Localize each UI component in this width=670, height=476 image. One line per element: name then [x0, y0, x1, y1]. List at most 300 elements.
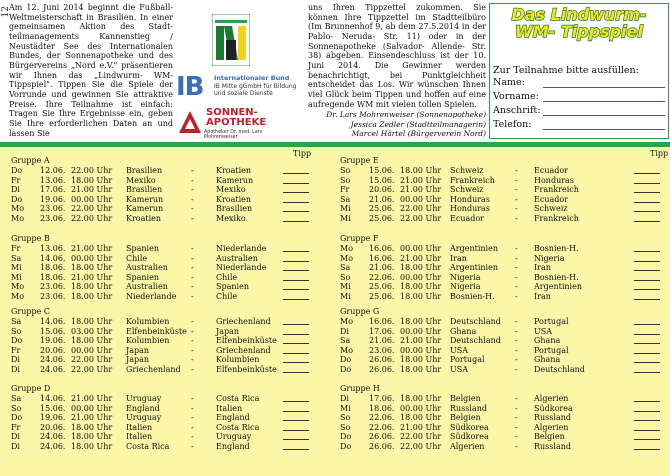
- match-row: [11, 204, 321, 214]
- match-day: Mi: [340, 213, 351, 223]
- match-day: Mo: [11, 291, 25, 301]
- match-date: 24.06.: [40, 441, 66, 451]
- match-time: 18.00 Uhr: [400, 394, 442, 403]
- tipp-entry-field[interactable]: [283, 270, 309, 271]
- tipp-entry-field[interactable]: [634, 173, 660, 174]
- ib-logo-icon: IB: [176, 72, 204, 102]
- away-team: Argentinien: [534, 282, 582, 291]
- tipp-entry-field[interactable]: [634, 183, 660, 184]
- tipp-entry-field[interactable]: [634, 420, 660, 421]
- intro-text: Am 12. Juni 2014 beginnt die Fußball- Weltmeisterschaft in Brasilien. In einer gemeinsamen Aktion des Stadt-teilmanagements Kannenstieg / Neustädter See des Internationalen Bundes, der Sonnenapotheke und des Bürgervereins „Nord e.V." präsentieren wir Ihnen das „Lindwurm- WM- Tippspiel". Tippen Sie die Spiele der Vorrunde und gewinnen Sie attraktive Preise. Ihre Teilnahme ist einfach: Tragen Sie Ihre Ergebnisse ein, geben Sie Ihre erforderlichen Daten an und lassen Sie: [9, 3, 173, 138]
- vs-separator: -: [191, 326, 194, 336]
- apotheke-logo: [176, 108, 296, 140]
- vs-separator: -: [191, 282, 194, 291]
- vs-separator: -: [515, 336, 518, 345]
- match-date: 19.06.: [40, 336, 66, 345]
- entry-form-box: [489, 3, 669, 139]
- match-row: [340, 166, 666, 176]
- home-team: Spanien: [126, 272, 159, 282]
- match-time: 00.00 Uhr: [400, 326, 442, 336]
- match-day: Di: [340, 326, 349, 336]
- match-time: 00.00 Uhr: [71, 403, 113, 413]
- match-day: Sa: [340, 336, 351, 345]
- match-date: 26.06.: [369, 355, 395, 364]
- match-date: 17.06.: [369, 326, 395, 336]
- home-team: Spanien: [126, 244, 159, 253]
- tipp-entry-field[interactable]: [634, 270, 660, 271]
- tipp-entry-field[interactable]: [283, 211, 309, 212]
- match-date: 14.06.: [40, 253, 66, 263]
- match-time: 00.00 Uhr: [400, 403, 442, 413]
- vs-separator: -: [515, 326, 518, 336]
- match-time: 21.00 Uhr: [71, 272, 113, 282]
- match-time: 18.00 Uhr: [71, 441, 113, 451]
- match-time: 22.00 Uhr: [71, 166, 113, 175]
- away-team: Niederlande: [216, 244, 267, 253]
- match-row: [11, 292, 321, 302]
- match-time: 22.00 Uhr: [71, 364, 113, 374]
- tipp-entry-field[interactable]: [634, 324, 660, 325]
- tipp-entry-field[interactable]: [634, 411, 660, 412]
- tipp-entry-field[interactable]: [283, 430, 309, 431]
- match-time: 18.00 Uhr: [71, 432, 113, 441]
- match-day: Do: [11, 336, 23, 345]
- away-team: England: [216, 413, 250, 422]
- away-team: Algerien: [534, 422, 569, 432]
- tipp-entry-field[interactable]: [283, 261, 309, 262]
- match-day: Do: [11, 194, 23, 204]
- group-title: Gruppe H: [340, 384, 380, 393]
- group-title: Gruppe D: [11, 384, 51, 393]
- match-day: So: [340, 166, 351, 175]
- anschrift-label: Anschrift:: [493, 105, 541, 116]
- away-team: Ecuador: [534, 166, 569, 175]
- tipp-entry-field[interactable]: [283, 372, 309, 373]
- away-team: Südkorea: [534, 403, 573, 413]
- vorname-field[interactable]: [493, 91, 665, 103]
- match-row: [11, 263, 321, 273]
- match-row: [11, 273, 321, 283]
- form-header: Zur Teilnahme bitte ausfüllen:: [493, 65, 639, 76]
- tipp-entry-field[interactable]: [283, 411, 309, 412]
- tipp-entry-field[interactable]: [283, 221, 309, 222]
- away-team: Russland: [534, 413, 571, 422]
- vs-separator: -: [515, 175, 518, 185]
- home-team: Ghana: [450, 326, 477, 336]
- away-team: Kroatien: [216, 166, 252, 175]
- match-day: So: [11, 326, 22, 336]
- neustadt-logo-icon: [212, 14, 250, 66]
- vs-separator: -: [191, 175, 194, 185]
- header-section: [0, 0, 670, 146]
- away-team: Ghana: [534, 336, 561, 345]
- match-time: 18.00 Uhr: [400, 166, 442, 175]
- tipp-entry-field[interactable]: [634, 430, 660, 431]
- match-row: [340, 404, 666, 414]
- match-time: 18.00 Uhr: [71, 263, 113, 272]
- match-group: [340, 234, 666, 301]
- match-row: [11, 244, 321, 254]
- match-day: Sa: [11, 317, 22, 326]
- tipp-entry-field[interactable]: [634, 401, 660, 402]
- tipp-entry-field[interactable]: [634, 439, 660, 440]
- match-group: [11, 384, 321, 451]
- match-time: 18.00 Uhr: [71, 175, 113, 185]
- home-team: Südkorea: [450, 422, 489, 432]
- match-day: Mi: [340, 291, 351, 301]
- tipp-entry-field[interactable]: [634, 211, 660, 212]
- match-row: [340, 273, 666, 283]
- match-date: 19.06.: [40, 413, 66, 422]
- match-row: [340, 327, 666, 337]
- match-row: [11, 355, 321, 365]
- name-label: Name:: [493, 77, 525, 88]
- vorname-label: Vorname:: [493, 91, 539, 102]
- match-date: 21.06.: [369, 263, 395, 272]
- home-team: Ecuador: [450, 213, 485, 223]
- tipp-entry-field[interactable]: [283, 324, 309, 325]
- match-day: Fr: [340, 185, 350, 194]
- match-group: [340, 307, 666, 374]
- match-time: 18.00 Uhr: [400, 413, 442, 422]
- match-row: [340, 442, 666, 452]
- home-team: Italien: [126, 422, 153, 432]
- vs-separator: -: [191, 441, 194, 451]
- away-team: Italien: [216, 403, 243, 413]
- away-team: Chile: [216, 291, 238, 301]
- tipp-entry-field[interactable]: [634, 362, 660, 363]
- match-day: Fr: [11, 422, 21, 432]
- match-row: [340, 214, 666, 224]
- match-day: Sa: [11, 253, 22, 263]
- match-time: 22.00 Uhr: [400, 204, 442, 213]
- vs-separator: -: [191, 253, 194, 263]
- match-date: 25.06.: [369, 282, 395, 291]
- tipp-entry-field[interactable]: [283, 183, 309, 184]
- tipp-entry-field[interactable]: [283, 353, 309, 354]
- away-team: Elfenbeinküste: [216, 364, 277, 374]
- home-team: Argentinien: [450, 263, 498, 272]
- match-row: [11, 317, 321, 327]
- home-team: Elfenbeinküste: [126, 326, 187, 336]
- match-time: 21.00 Uhr: [71, 394, 113, 403]
- vs-separator: -: [515, 194, 518, 204]
- tipp-entry-field[interactable]: [634, 299, 660, 300]
- away-team: Schweiz: [534, 204, 568, 213]
- home-team: Niederlande: [126, 291, 177, 301]
- match-day: Di: [11, 432, 20, 441]
- match-date: 13.06.: [40, 175, 66, 185]
- vs-separator: -: [515, 345, 518, 355]
- tipp-entry-field[interactable]: [283, 449, 309, 450]
- match-day: Fr: [11, 345, 21, 355]
- vs-separator: -: [515, 364, 518, 374]
- match-date: 25.06.: [369, 204, 395, 213]
- match-date: 25.06.: [369, 213, 395, 223]
- tipp-entry-field[interactable]: [634, 289, 660, 290]
- tipp-entry-field[interactable]: [283, 362, 309, 363]
- vs-separator: -: [515, 413, 518, 422]
- match-day: Mo: [11, 213, 25, 223]
- vs-separator: -: [191, 345, 194, 355]
- vs-separator: -: [191, 432, 194, 441]
- home-team: Belgien: [450, 394, 481, 403]
- page-number: 12: [1, 6, 11, 18]
- match-date: 16.06.: [369, 244, 395, 253]
- away-team: Bosnien-H.: [534, 272, 579, 282]
- group-title: Gruppe A: [11, 156, 50, 165]
- tipp-entry-field[interactable]: [283, 439, 309, 440]
- match-time: 22.00 Uhr: [400, 441, 442, 451]
- home-team: Iran: [450, 253, 467, 263]
- away-team: Costa Rica: [216, 394, 260, 403]
- match-row: [340, 195, 666, 205]
- match-date: 23.06.: [40, 282, 66, 291]
- match-day: Do: [340, 441, 352, 451]
- match-row: [340, 346, 666, 356]
- tipp-entry-field[interactable]: [634, 221, 660, 222]
- away-team: Frankreich: [534, 213, 579, 223]
- match-day: Di: [11, 185, 20, 194]
- vs-separator: -: [191, 244, 194, 253]
- match-date: 18.06.: [369, 403, 395, 413]
- away-team: Kroatien: [216, 194, 252, 204]
- match-time: 22.00 Uhr: [400, 213, 442, 223]
- match-date: 23.06.: [369, 345, 395, 355]
- tipp-entry-field[interactable]: [634, 353, 660, 354]
- anschrift-field[interactable]: [493, 105, 665, 117]
- match-row: [340, 365, 666, 375]
- apotheke-name: SONNEN- APOTHEKE: [206, 107, 267, 128]
- tipp-entry-field[interactable]: [283, 334, 309, 335]
- signatures: [308, 110, 486, 139]
- home-team: Belgien: [450, 413, 481, 422]
- match-date: 17.06.: [40, 185, 66, 194]
- tipp-entry-field[interactable]: [634, 372, 660, 373]
- title-line-2: WM- Tippspiel: [515, 22, 643, 41]
- home-team: Brasilien: [126, 185, 163, 194]
- title-line-1: Das Lindwurm-: [511, 5, 647, 24]
- vs-separator: -: [515, 213, 518, 223]
- match-time: 00.00 Uhr: [400, 345, 442, 355]
- match-date: 15.06.: [369, 166, 395, 175]
- match-time: 18.00 Uhr: [400, 317, 442, 326]
- match-row: [11, 394, 321, 404]
- match-time: 00.00 Uhr: [71, 253, 113, 263]
- tipp-entry-field[interactable]: [283, 299, 309, 300]
- telefon-field[interactable]: [493, 119, 665, 131]
- tipp-entry-field[interactable]: [283, 289, 309, 290]
- match-date: 19.06.: [40, 194, 66, 204]
- match-time: 03.00 Uhr: [71, 326, 113, 336]
- tipp-entry-field[interactable]: [283, 251, 309, 252]
- match-day: Mi: [340, 204, 351, 213]
- away-team: Russland: [534, 441, 571, 451]
- match-day: Fr: [11, 175, 21, 185]
- vs-separator: -: [191, 272, 194, 282]
- match-row: [340, 282, 666, 292]
- match-date: 12.06.: [40, 166, 66, 175]
- home-team: Australien: [126, 282, 168, 291]
- match-date: 18.06.: [40, 272, 66, 282]
- match-row: [340, 292, 666, 302]
- vs-separator: -: [515, 291, 518, 301]
- vs-separator: -: [191, 213, 194, 223]
- match-day: Sa: [340, 194, 351, 204]
- vs-separator: -: [515, 204, 518, 213]
- vs-separator: -: [191, 194, 194, 204]
- home-team: Kamerun: [126, 194, 164, 204]
- match-date: 22.06.: [369, 422, 395, 432]
- away-team: Algerien: [534, 394, 569, 403]
- vs-separator: -: [515, 185, 518, 194]
- away-team: Iran: [534, 263, 551, 272]
- away-team: Elfenbeinküste: [216, 336, 277, 345]
- match-group: [11, 307, 321, 374]
- match-row: [11, 423, 321, 433]
- vs-separator: -: [515, 355, 518, 364]
- match-row: [340, 185, 666, 195]
- tipp-entry-field[interactable]: [634, 280, 660, 281]
- home-team: Brasilien: [126, 166, 163, 175]
- match-row: [11, 336, 321, 346]
- match-date: 15.06.: [369, 175, 395, 185]
- away-team: Frankreich: [534, 185, 579, 194]
- match-date: 23.06.: [40, 213, 66, 223]
- away-team: Mexiko: [216, 185, 246, 194]
- home-team: Nigeria: [450, 282, 481, 291]
- match-date: 14.06.: [40, 317, 66, 326]
- match-time: 22.00 Uhr: [71, 213, 113, 223]
- tipp-entry-field[interactable]: [634, 261, 660, 262]
- tipp-entry-field[interactable]: [283, 192, 309, 193]
- tipp-entry-field[interactable]: [634, 449, 660, 450]
- match-date: 20.06.: [40, 422, 66, 432]
- match-date: 24.06.: [40, 432, 66, 441]
- away-team: Ghana: [534, 355, 561, 364]
- home-team: Italien: [126, 432, 153, 441]
- away-team: Costa Rica: [216, 422, 260, 432]
- middle-text: uns Ihren Tippzettel zukommen. Sie können Ihre Tippzettel im Stadtteilbüro (Im Brunnenhof 9, ab dem 27.5.2014 in der Pablo- Neruda- Str. 11) oder in der Sonnenapotheke (Salvador- Allende- Str. 38) abgeben. Einsendeschluss ist der 10. Juni 2014. Die Gewinner werden benachrichtigt, bei Punktgleichheit entscheidet das Los. Wir wünschen Ihnen viel Glück beim Tippen und hoffen auf eine aufregende WM mit vielen tollen Spielen.: [308, 3, 486, 109]
- match-row: [11, 413, 321, 423]
- group-title: Gruppe C: [11, 307, 51, 316]
- match-time: 21.00 Uhr: [400, 422, 442, 432]
- home-team: Frankreich: [450, 175, 495, 185]
- vs-separator: -: [515, 282, 518, 291]
- match-time: 21.00 Uhr: [71, 185, 113, 194]
- vs-separator: -: [191, 403, 194, 413]
- match-row: [340, 317, 666, 327]
- away-team: Japan: [216, 326, 240, 336]
- tipp-entry-field[interactable]: [634, 334, 660, 335]
- match-day: Mo: [11, 282, 25, 291]
- match-row: [340, 355, 666, 365]
- match-row: [11, 214, 321, 224]
- match-time: 22.00 Uhr: [400, 432, 442, 441]
- match-day: Di: [11, 441, 20, 451]
- vs-separator: -: [515, 403, 518, 413]
- match-time: 00.00 Uhr: [400, 194, 442, 204]
- match-row: [340, 413, 666, 423]
- match-time: 21.00 Uhr: [400, 253, 442, 263]
- away-team: Mexiko: [216, 213, 246, 223]
- tipp-entry-field[interactable]: [283, 173, 309, 174]
- tipp-entry-field[interactable]: [283, 420, 309, 421]
- match-day: Mo: [340, 317, 354, 326]
- tipp-entry-field[interactable]: [283, 280, 309, 281]
- home-team: Japan: [126, 345, 150, 355]
- match-day: Fr: [11, 244, 21, 253]
- tipp-entry-field[interactable]: [283, 202, 309, 203]
- match-row: [340, 176, 666, 186]
- vs-separator: -: [191, 263, 194, 272]
- tipp-entry-field[interactable]: [283, 401, 309, 402]
- match-time: 21.00 Uhr: [71, 413, 113, 422]
- vs-separator: -: [191, 355, 194, 364]
- match-time: 00.00 Uhr: [71, 194, 113, 204]
- home-team: Russland: [450, 403, 487, 413]
- tipp-entry-field[interactable]: [634, 202, 660, 203]
- away-team: Niederlande: [216, 263, 267, 272]
- vs-separator: -: [191, 185, 194, 194]
- tipp-entry-field[interactable]: [634, 192, 660, 193]
- match-row: [11, 365, 321, 375]
- match-date: 21.06.: [369, 336, 395, 345]
- vs-separator: -: [515, 244, 518, 253]
- match-date: 20.06.: [369, 185, 395, 194]
- home-team: Südkorea: [450, 432, 489, 441]
- away-team: USA: [534, 326, 552, 336]
- match-date: 17.06.: [369, 394, 395, 403]
- match-date: 24.06.: [40, 364, 66, 374]
- match-time: 00.00 Uhr: [400, 272, 442, 282]
- home-team: Costa Rica: [126, 441, 170, 451]
- match-date: 15.06.: [40, 326, 66, 336]
- match-row: [11, 166, 321, 176]
- away-team: Portugal: [534, 345, 569, 355]
- name-field[interactable]: [493, 77, 665, 89]
- tipp-header: Tipp: [293, 149, 312, 158]
- away-team: Bosnien-H.: [534, 244, 579, 253]
- pharmacy-a-icon: [178, 110, 202, 134]
- apotheke-subtitle: Apotheker Dr. med. Lars Mohrenweiser: [204, 130, 263, 140]
- home-team: Uruguay: [126, 394, 162, 403]
- match-date: 21.06.: [369, 194, 395, 204]
- tipp-entry-field[interactable]: [283, 343, 309, 344]
- vs-separator: -: [191, 204, 194, 213]
- vs-separator: -: [515, 253, 518, 263]
- vs-separator: -: [191, 166, 194, 175]
- match-date: 23.06.: [40, 204, 66, 213]
- match-row: [340, 394, 666, 404]
- home-team: Nigeria: [450, 272, 481, 282]
- match-day: Mi: [11, 263, 22, 272]
- match-day: Mo: [340, 244, 354, 253]
- away-team: Griechenland: [216, 317, 271, 326]
- match-date: 24.06.: [40, 355, 66, 364]
- away-team: Chile: [216, 272, 238, 282]
- signature-line: Jessica Zedler (Stadtteilmanagerin): [350, 119, 486, 129]
- match-day: Di: [11, 355, 20, 364]
- match-row: [11, 346, 321, 356]
- match-day: Mi: [340, 282, 351, 291]
- match-date: 26.06.: [369, 441, 395, 451]
- tipp-entry-field[interactable]: [634, 343, 660, 344]
- match-row: [340, 432, 666, 442]
- tipp-entry-field[interactable]: [634, 251, 660, 252]
- match-date: 14.06.: [40, 394, 66, 403]
- match-group: [340, 384, 666, 451]
